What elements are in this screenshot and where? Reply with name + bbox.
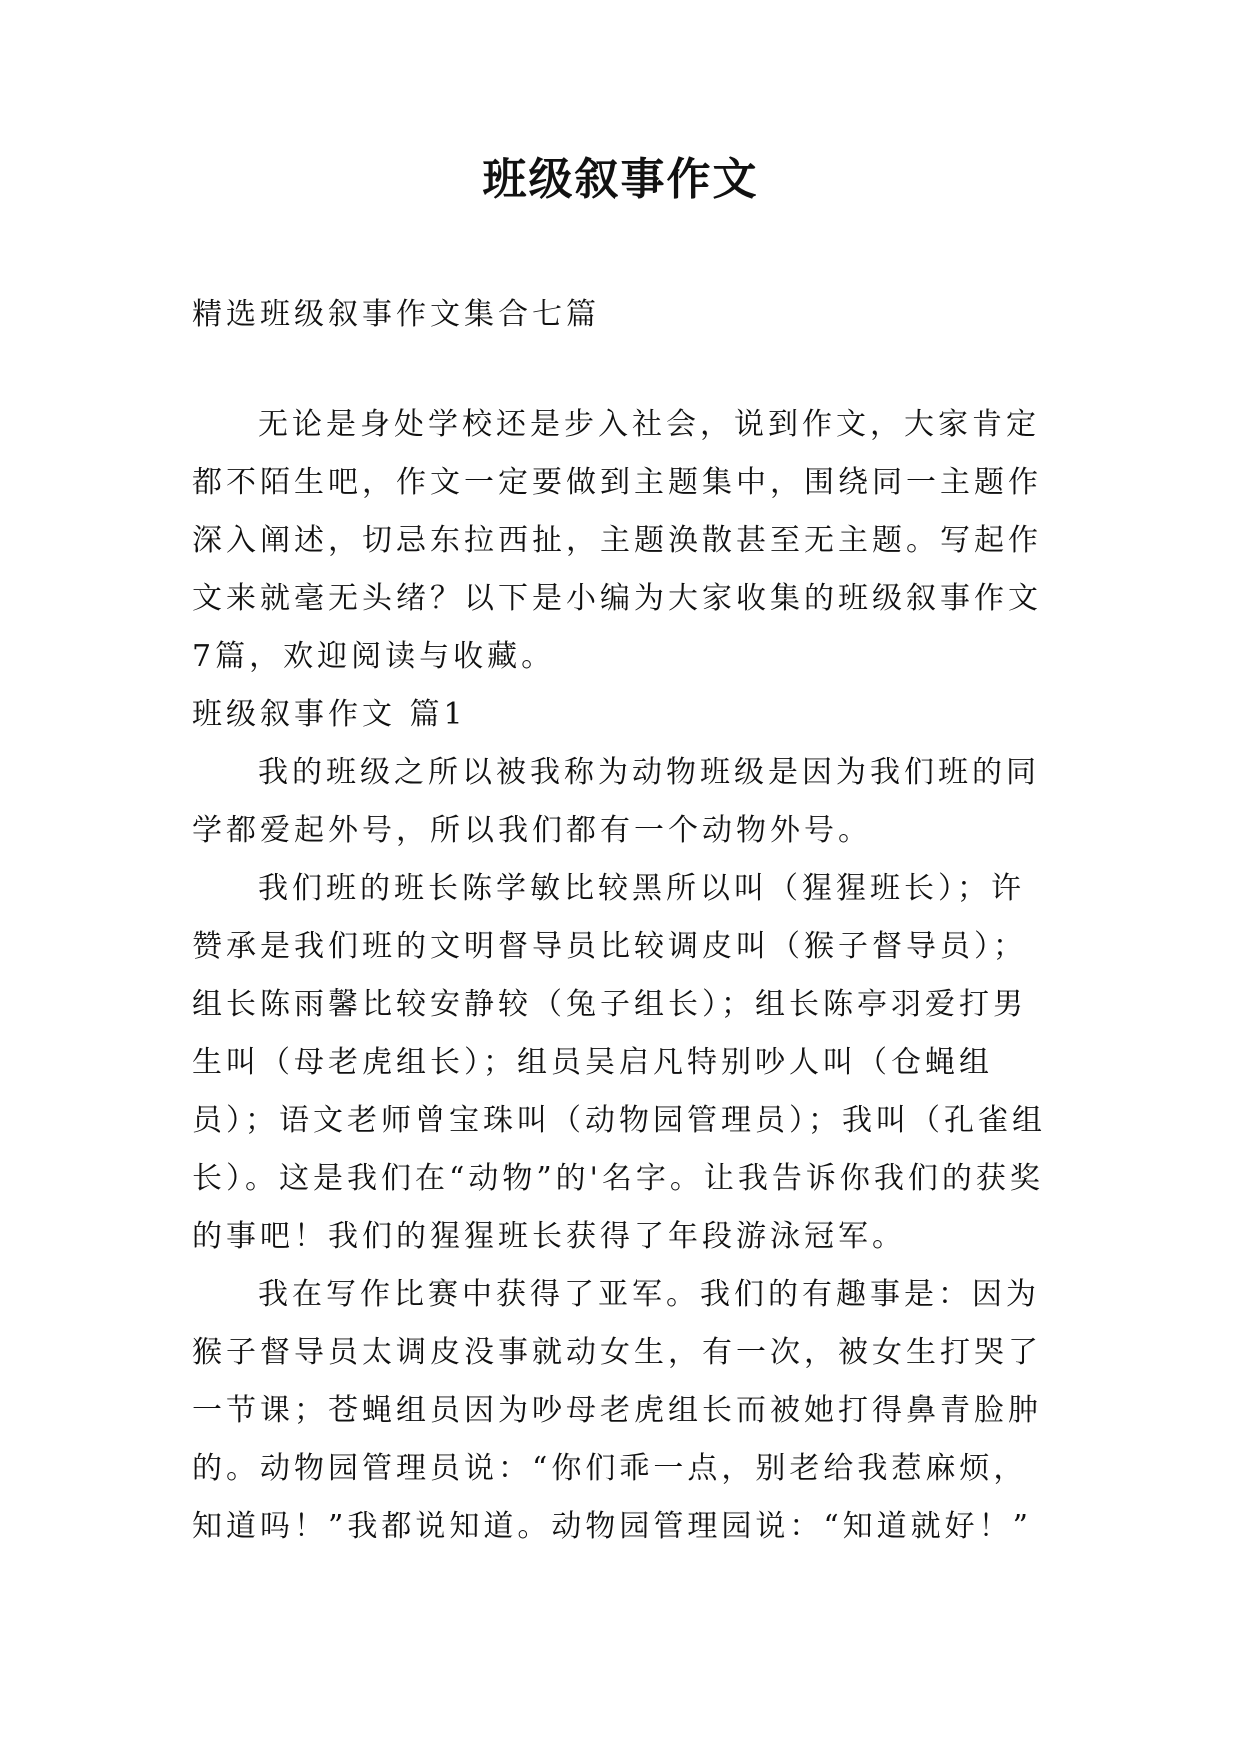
document-subtitle: 精选班级叙事作文集合七篇 [192,297,600,332]
section-heading: 班级叙事作文 篇1 [192,697,467,732]
document-title: 班级叙事作文 [482,154,759,205]
body-paragraph: 我的班级之所以被我称为动物班级是因为我们班的同学都爱起外号，所以我们都有一个动物外号。 [192,755,1040,848]
intro-paragraph: 无论是身处学校还是步入社会，说到作文，大家肯定都不陌生吧，作文一定要做到主题集中，围绕同一主题作深入阐述，切忌东拉西扯，主题涣散甚至无主题。写起作文来就毫无头绪？以下是小编为大家收集的班级叙事作文7篇，欢迎阅读与收藏。 [192,407,1042,674]
body-paragraph: 我们班的班长陈学敏比较黑所以叫（猩猩班长）；许赞承是我们班的文明督导员比较调皮叫（猴子督导员）；组长陈雨馨比较安静较（兔子组长）；组长陈亭羽爱打男生叫（母老虎组长）；组员吴启凡特别吵人叫（仓蝇组员）；语文老师曾宝珠叫（动物园管理员）；我叫（孔雀组长）。这是我们在“动物”的'名字。让我告诉你我们的获奖的事吧！我们的猩猩班长获得了年段游泳冠军。 [192,871,1046,1254]
body-paragraph: 我在写作比赛中获得了亚军。我们的有趣事是：因为猴子督导员太调皮没事就动女生，有一次，被女生打哭了一节课；苍蝇组员因为吵母老虎组长而被她打得鼻青脸肿的。动物园管理员说：“你们乖一点，别老给我惹麻烦，知道吗！”我都说知道。动物园管理园说：“知道就好！” [192,1277,1042,1544]
document-body [192,286,1052,1556]
